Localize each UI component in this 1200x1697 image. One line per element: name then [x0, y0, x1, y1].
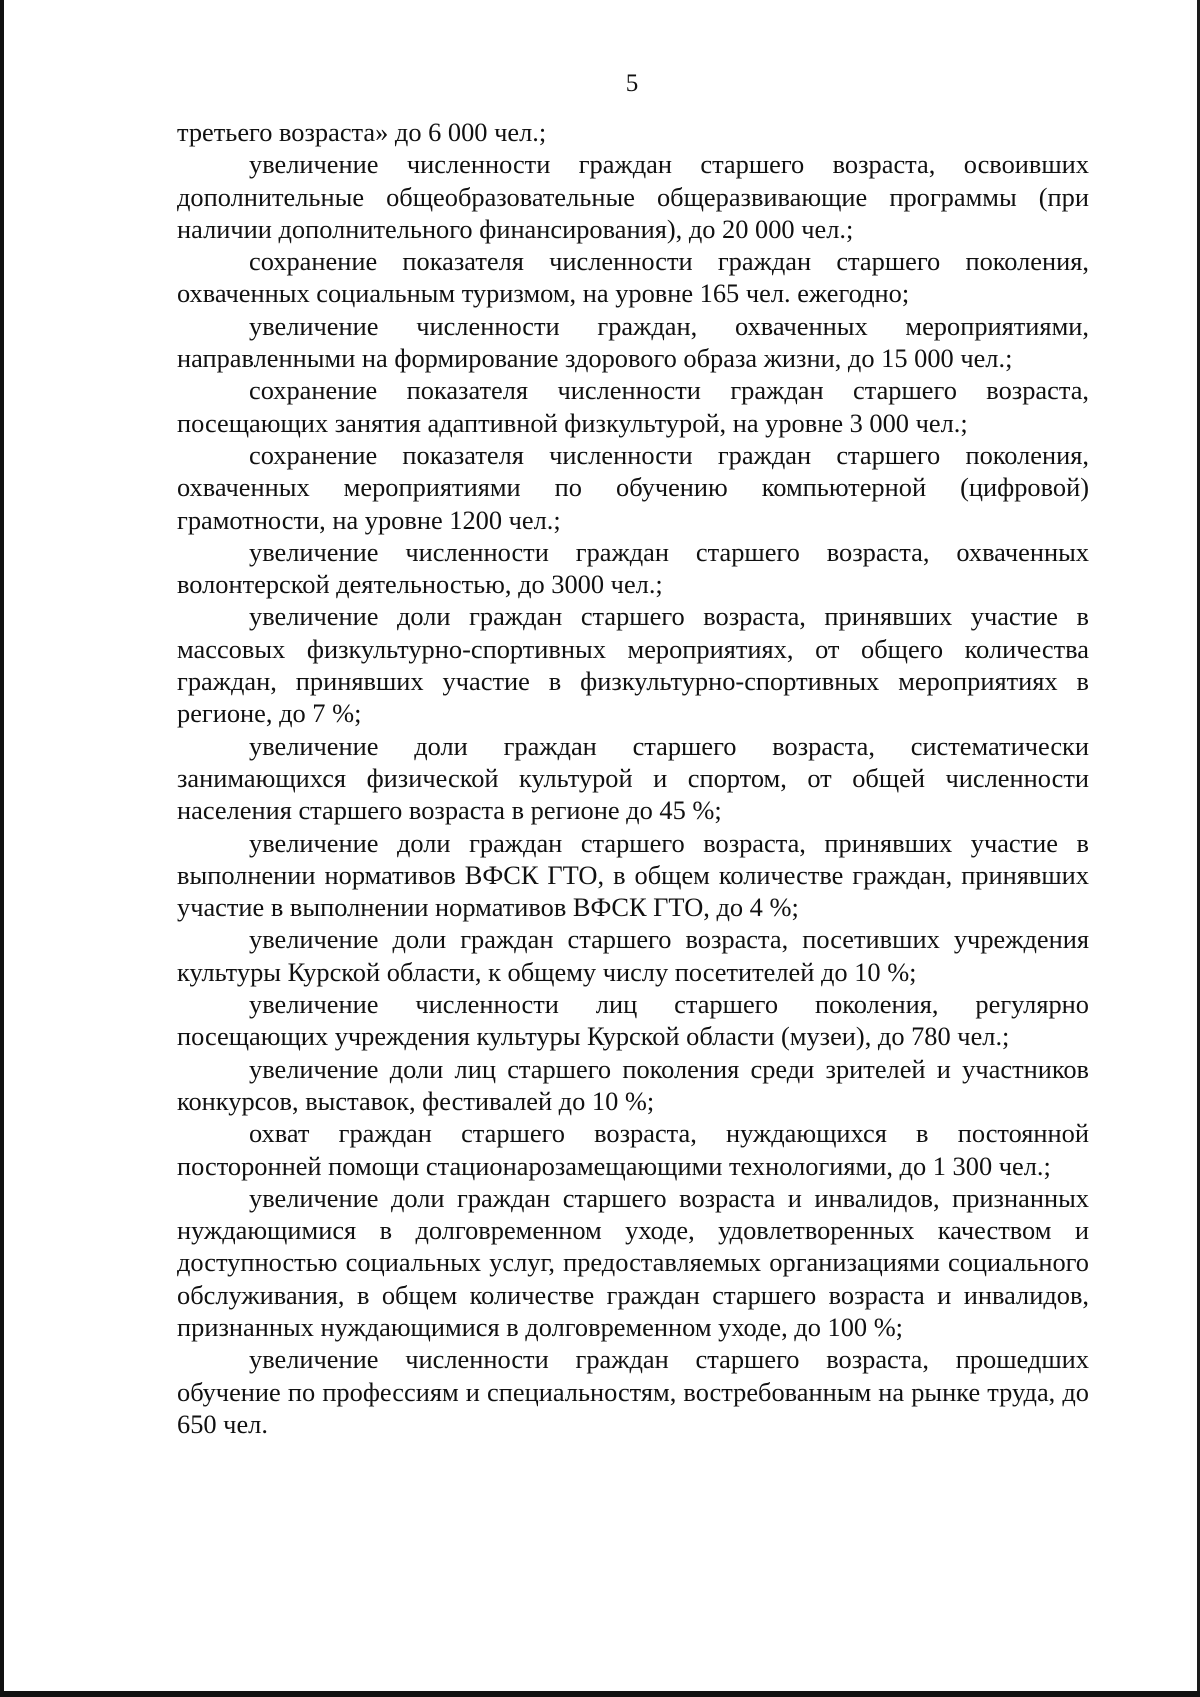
paragraph: увеличение доли граждан старшего возраста, принявших участие в массовых физкультурно-спортивных мероприятиях, от общего количества граждан, принявших участие в физкультурно-спортивных мероприятиях в регионе, до 7 %; [177, 601, 1089, 729]
paragraph: увеличение доли граждан старшего возраста, систематически занимающихся физической культурой и спортом, от общей численности населения старшего возраста в регионе до 45 %; [177, 730, 1089, 826]
paragraph: увеличение численности граждан старшего возраста, освоивших дополнительные общеобразовательные общеразвивающие программы (при наличии дополнительного финансирования), до 20 000 чел.; [177, 149, 1089, 244]
scan-border-bottom [0, 1691, 1200, 1697]
paragraph: увеличение доли граждан старшего возраста и инвалидов, признанных нуждающимися в долговременном уходе, удовлетворенных качеством и доступностью социальных услуг, предоставляемых организациями социального обслуживания, в общем количестве граждан старшего возраста и инвалидов, признанных нуждающимися в долговременном уходе, до 100 %; [177, 1182, 1089, 1342]
scan-border-left [0, 0, 4, 1697]
paragraph: увеличение доли граждан старшего возраста, принявших участие в выполнении нормативов ВФСК ГТО, в общем количестве граждан, принявших участие в выполнении нормативов ВФСК ГТО, до 4 %; [177, 827, 1089, 923]
paragraph: увеличение доли лиц старшего поколения среди зрителей и участников конкурсов, выставок, фестивалей до 10 %; [177, 1053, 1089, 1116]
page-number: 5 [625, 70, 639, 97]
paragraph: увеличение численности лиц старшего поколения, регулярно посещающих учреждения культуры Курской области (музеи), до 780 чел.; [177, 989, 1089, 1052]
paragraph: увеличение численности граждан старшего возраста, охваченных волонтерской деятельностью, до 3000 чел.; [177, 536, 1089, 600]
paragraph: увеличение численности граждан, охваченных мероприятиями, направленными на формирование здорового образа жизни, до 15 000 чел.; [177, 310, 1089, 374]
paragraph: сохранение показателя численности граждан старшего возраста, посещающих занятия адаптивной физкультурой, на уровне 3 000 чел.; [177, 375, 1089, 438]
document-body [177, 116, 1089, 1440]
paragraph: увеличение численности граждан старшего возраста, прошедших обучение по профессиям и специальностям, востребованным на рынке труда, до 650 чел. [177, 1344, 1089, 1439]
paragraph: охват граждан старшего возраста, нуждающихся в постоянной посторонней помощи стационарозамещающими технологиями, до 1 300 чел.; [177, 1118, 1089, 1181]
paragraph: увеличение доли граждан старшего возраста, посетивших учреждения культуры Курской области, к общему числу посетителей до 10 %; [177, 924, 1089, 987]
paragraph: сохранение показателя численности граждан старшего поколения, охваченных социальным туризмом, на уровне 165 чел. ежегодно; [177, 246, 1089, 309]
paragraph: сохранение показателя численности граждан старшего поколения, охваченных мероприятиями по обучению компьютерной (цифровой) грамотности, на уровне 1200 чел.; [177, 439, 1089, 535]
paragraph-continuation: третьего возраста» до 6 000 чел.; [177, 117, 547, 147]
